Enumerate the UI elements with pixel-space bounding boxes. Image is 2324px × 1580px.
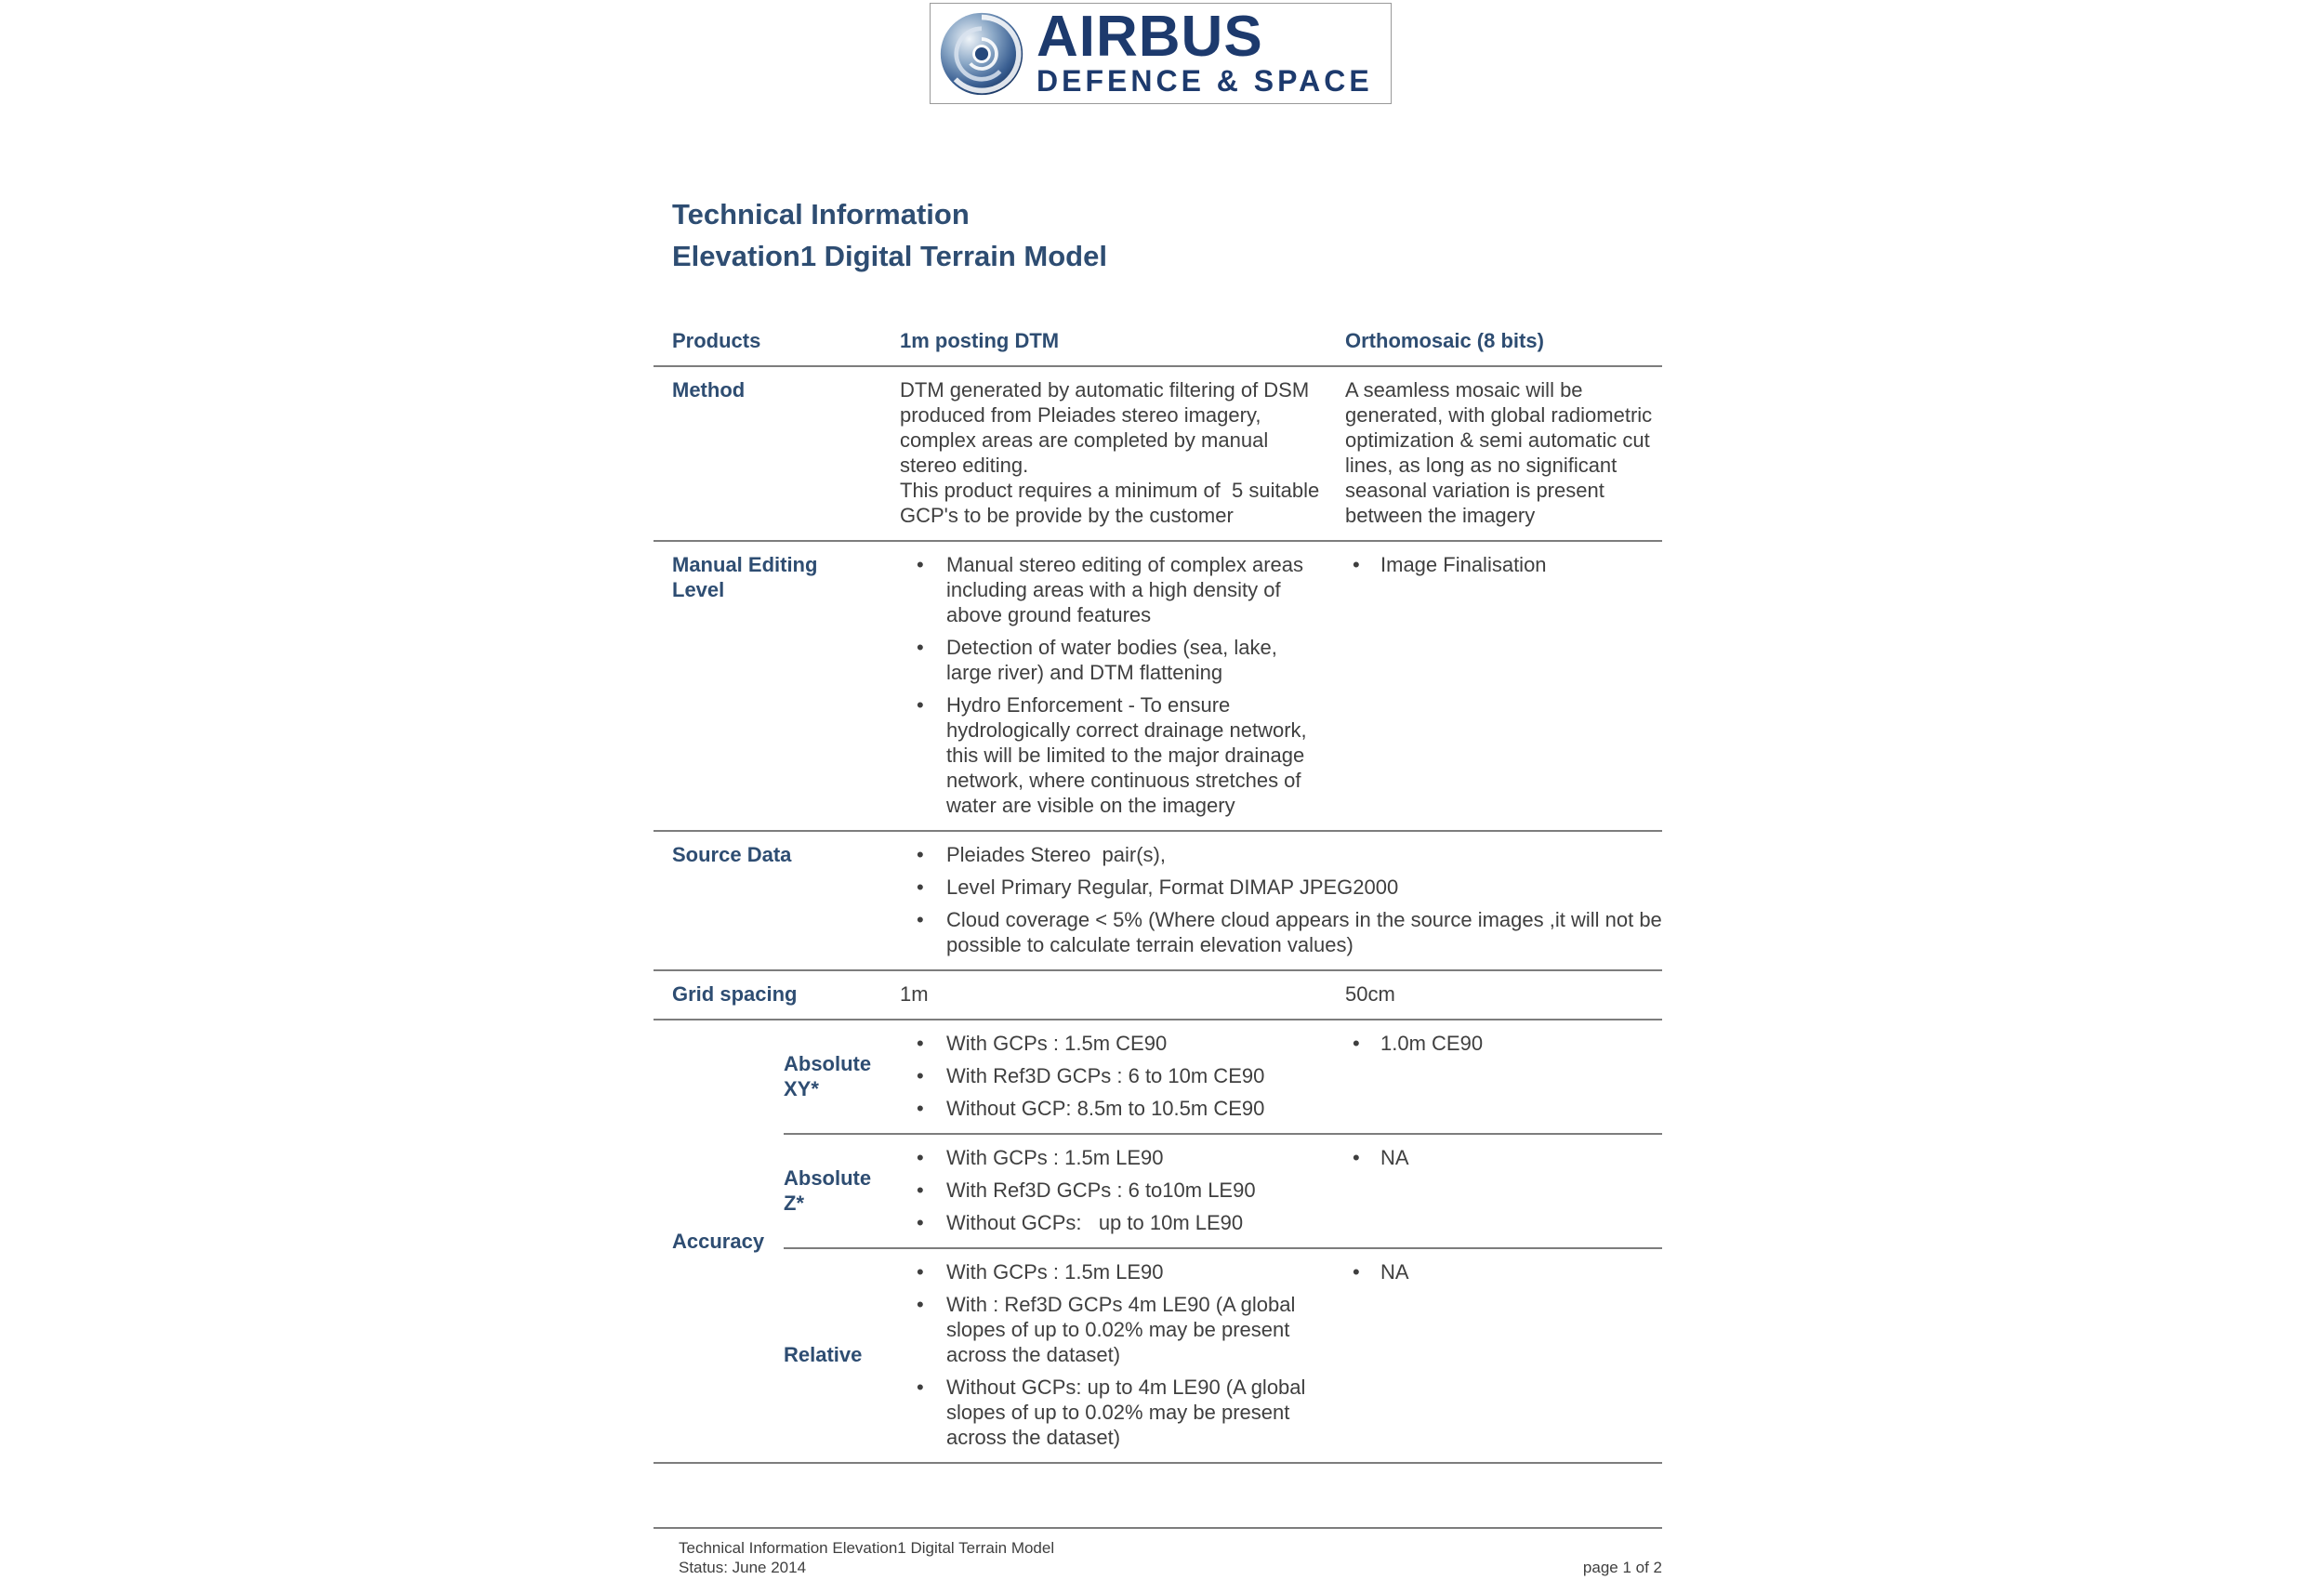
bullet-icon: • [917, 876, 924, 899]
relative-dtm-cell [900, 1259, 1341, 1450]
bullet-list-item [900, 907, 1668, 957]
bullet-list-item [900, 1292, 1325, 1367]
bullet-list-item [900, 635, 1325, 685]
source-data-cell [900, 842, 1668, 957]
method-row-label: Method [672, 378, 746, 402]
bullet-list-item [900, 1145, 1325, 1170]
table-row-accuracy [654, 1020, 1662, 1464]
table-row-grid-spacing [654, 971, 1662, 1020]
absolute-xy-ortho-cell [1341, 1031, 1662, 1121]
page-footer [679, 1538, 1662, 1577]
bullet-list-item [900, 692, 1325, 818]
bullet-icon: • [917, 1064, 924, 1087]
bullet-text: Level Primary Regular, Format DIMAP JPEG2000 [946, 876, 1399, 899]
bullet-icon: • [917, 1097, 924, 1120]
table-row-manual-editing-level [654, 542, 1662, 832]
bullet-list-item [1345, 1259, 1657, 1284]
page-title-line2: Elevation1 Digital Terrain Model [672, 240, 1107, 272]
manual-editing-row-label: Manual Editing Level [672, 553, 818, 601]
bullet-list-item [900, 1259, 1325, 1284]
bullet-text: Hydro Enforcement - To ensure hydrologically correct drainage network, this will be limited to the major drainage network, where continuous stretches of water are visible on the imagery [946, 693, 1313, 817]
bullet-text: Without GCPs: up to 4m LE90 (A global slopes of up to 0.02% may be present across the dataset) [946, 1376, 1312, 1449]
method-dtm-cell [900, 377, 1341, 528]
bullet-text: Manual stereo editing of complex areas including areas with a high density of above ground features [946, 553, 1310, 626]
bullet-icon: • [917, 1178, 924, 1202]
footer-status: Status: June 2014 [679, 1559, 807, 1576]
bullet-text: With Ref3D GCPs : 6 to10m LE90 [946, 1178, 1256, 1202]
bullet-list-item [1345, 552, 1657, 577]
bullet-icon: • [917, 1211, 924, 1234]
bullet-text: Pleiades Stereo pair(s), [946, 843, 1166, 866]
source-data-row-label: Source Data [672, 843, 792, 866]
bullet-list-item [900, 1096, 1325, 1121]
paragraph: A seamless mosaic will be generated, with global radiometric optimization & semi automatic cut lines, as long as no significant seasonal variation is present between the imagery [1345, 378, 1664, 527]
bullet-text: With GCPs : 1.5m LE90 [946, 1146, 1164, 1169]
accuracy-row-label: Accuracy [672, 1229, 765, 1253]
accuracy-subrow-relative [784, 1249, 1662, 1462]
bullet-text: Without GCP: 8.5m to 10.5m CE90 [946, 1097, 1265, 1120]
bullet-text: With GCPs : 1.5m CE90 [946, 1032, 1168, 1055]
bullet-text: With Ref3D GCPs : 6 to 10m CE90 [946, 1064, 1265, 1087]
absolute-z-ortho-cell [1341, 1145, 1662, 1235]
accuracy-subrows [784, 1020, 1662, 1462]
bullet-list-item [900, 842, 1662, 867]
page-title-line1: Technical Information [672, 198, 970, 230]
bullet-icon: • [1353, 553, 1360, 576]
absolute-z-label: Absolute Z* [784, 1165, 872, 1215]
bullet-text: NA [1380, 1260, 1409, 1284]
manual-editing-dtm-cell [900, 552, 1341, 818]
bullet-list-item [900, 875, 1662, 900]
bullet-list-item [900, 1178, 1325, 1203]
bullet-text: Without GCPs: up to 10m LE90 [946, 1211, 1244, 1234]
table-header-row [654, 318, 1662, 367]
footer-document-title: Technical Information Elevation1 Digital Terrain Model [679, 1539, 1055, 1557]
bullet-text: With : Ref3D GCPs 4m LE90 (A global slopes of up to 0.02% may be present across the dataset) [946, 1293, 1301, 1366]
absolute-xy-label: Absolute XY* [784, 1051, 872, 1100]
bullet-list-item [1345, 1145, 1657, 1170]
paragraph: This product requires a minimum of 5 suitable GCP's to be provide by the customer [900, 479, 1326, 527]
table-row-source-data [654, 832, 1668, 971]
logo-brand-text: AIRBUS [1037, 4, 1263, 69]
bullet-icon: • [917, 1376, 924, 1399]
bullet-icon: • [1353, 1146, 1360, 1169]
bullet-text: Cloud coverage < 5% (Where cloud appears in the source images ,it will not be possible to calculate terrain elevation values) [946, 908, 1668, 956]
relative-ortho-cell [1341, 1259, 1662, 1450]
bullet-icon: • [917, 693, 924, 717]
grid-spacing-dtm-value: 1m [900, 982, 929, 1006]
bullet-icon: • [1353, 1032, 1360, 1055]
bullet-icon: • [917, 636, 924, 659]
bullet-list-item [900, 1375, 1325, 1450]
method-ortho-cell [1341, 377, 1662, 528]
grid-spacing-row-label: Grid spacing [672, 982, 798, 1006]
document-title [672, 193, 1107, 277]
bullet-icon: • [917, 1260, 924, 1284]
bullet-list-item [1345, 1031, 1657, 1056]
grid-spacing-ortho-value: 50cm [1345, 982, 1395, 1006]
bullet-list-item [900, 1063, 1325, 1088]
product-spec-table [654, 318, 1668, 1464]
airbus-logo-text [1037, 4, 1373, 98]
header-dtm-column: 1m posting DTM [900, 329, 1060, 352]
bullet-icon: • [917, 553, 924, 576]
relative-label: Relative [784, 1343, 863, 1366]
bullet-icon: • [917, 1032, 924, 1055]
bullet-text: With GCPs : 1.5m LE90 [946, 1260, 1164, 1284]
bullet-text: Image Finalisation [1380, 553, 1547, 576]
bullet-icon: • [917, 908, 924, 931]
absolute-xy-dtm-cell [900, 1031, 1341, 1121]
paragraph: DTM generated by automatic filtering of DSM produced from Pleiades stereo imagery, complex areas are completed by manual stereo editing. [900, 378, 1321, 477]
bullet-icon: • [917, 843, 924, 866]
accuracy-subrow-absolute-xy [784, 1020, 1662, 1135]
bullet-list-item [900, 552, 1325, 627]
bullet-icon: • [1353, 1260, 1360, 1284]
bullet-icon: • [917, 1293, 924, 1316]
accuracy-subrow-absolute-z [784, 1135, 1662, 1249]
logo-subbrand-text: DEFENCE & SPACE [1037, 63, 1373, 98]
header-orthomosaic-column: Orthomosaic (8 bits) [1345, 329, 1544, 352]
bullet-list-item [900, 1210, 1325, 1235]
airbus-logo [930, 3, 1392, 104]
header-products: Products [672, 329, 761, 352]
bullet-text: NA [1380, 1146, 1409, 1169]
bullet-list-item [900, 1031, 1325, 1056]
bullet-icon: • [917, 1146, 924, 1169]
footer-page-number: page 1 of 2 [1582, 1559, 1662, 1576]
bullet-text: 1.0m CE90 [1380, 1032, 1484, 1055]
manual-editing-ortho-cell [1341, 552, 1662, 818]
bullet-text: Detection of water bodies (sea, lake, large river) and DTM flattening [946, 636, 1283, 684]
airbus-globe-swirl-icon [938, 10, 1025, 98]
table-row-method [654, 367, 1662, 542]
footer-divider [654, 1527, 1662, 1529]
absolute-z-dtm-cell [900, 1145, 1341, 1235]
